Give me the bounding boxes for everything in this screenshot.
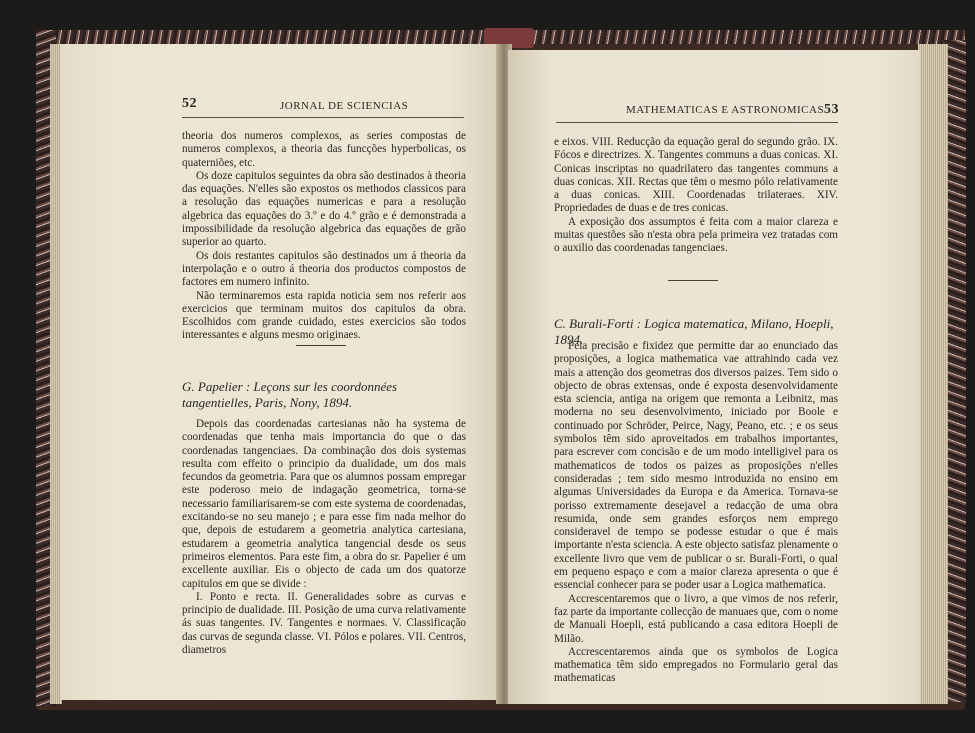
page-number: 52 — [182, 96, 197, 111]
page-edges-right — [918, 44, 948, 704]
paragraph: Não terminaremos esta rapida noticia sem nos referir aos exercicios que terminam muitos dos capitulos da obra. Escolhidos com grande cuidado, estes exercicios são todos interessantes e alguns mesmo originaes. — [182, 289, 466, 342]
paragraph: I. Ponto e recta. II. Generalidades sobre as curvas e principio de dualidade. III. Posição de uma curva relativamente ás suas tangentes. IV. Tangentes e normaes. V. Classificação das curvas de segunda classe. VI. Pólos e polares. VII. Centros, diametros — [182, 590, 466, 657]
body-text-block-1 — [554, 136, 838, 256]
header-rule — [556, 122, 838, 123]
header-rule — [182, 117, 464, 118]
paragraph: Accrescentaremos ainda que os symbolos de Logica mathematica têm sido empregados no Formulario geral das mathematicas — [554, 645, 838, 685]
body-text-block-2 — [554, 340, 838, 686]
review-heading: G. Papelier : Leçons sur les coordonnées tangentielles, Paris, Nony, 1894. — [182, 379, 398, 410]
body-text-block-2 — [182, 418, 466, 657]
paragraph: Os doze capitulos seguintes da obra são destinados à theoria das equações. N'elles são expostos os methodos classicos para a resolução das equações numericas e para a resolução algebrica das equações do 3.º e do 4.º grão e é demonstrada a impossibilidade da resolução algebrica das equações de grão superior ao quarto. — [182, 169, 466, 249]
paragraph: Pela precisão e fixidez que permitte dar ao enunciado das proposições, a logica mathematica vae attrahindo cada vez mais a attenção dos geometras dos diversos paizes. Tem sido o objecto de obras extensas, onde é exposta desenvolvidamente esta sciencia, antiga na origem que remonta a Leibnitz, mas moderna no seu desenvolvimento, iniciado por Boole e continuado por Schröder, Peirce, Nagy, Peano, etc. ; e os seus symbolos têm sido aproveitados em trabalhos importantes, para escrever com concisão e de um modo intelligivel para os mathematicos de todos os paizes as proposições n'elles consideradas ; tem sido mesmo introduzida no ensino em algumas Universidades da Europa e da America. Tornava-se porisso extremamente desejavel a redacção de uma obra resumida, onde sem grandes esforços nem emprego consideravel de tempo se podesse estudar o que é mais importante n'esta sciencia. A este objecto satisfaz plenamente o excellente livro que vem de publicar o sr. Burali-Forti, o qual em pequeno espaço e com a maior clareza apresenta o que é essencial conhecer para se poder usar a Logica mathematica. — [554, 340, 838, 592]
review-heading: C. Burali-Forti : Logica matematica, Milano, Hoepli, 1894. — [554, 316, 834, 347]
paragraph: Os dois restantes capitulos são destinados um á theoria da interpolação e o outro á theoria dos productos compostos de factores em numero infinito. — [182, 249, 466, 289]
paragraph: theoria dos numeros complexos, as series compostas de numeros complexos, a theoria das funcções hyperbolicas, os quaterniões, etc. — [182, 130, 466, 169]
section-divider — [296, 345, 346, 346]
paragraph: e eixos. VIII. Reducção da equação geral do segundo grão. IX. Fócos e directrizes. X. Tangentes communs a duas conicas. XI. Conicas inscriptas no quadrilatero das tangentes communs a duas conicas. XII. Rectas que têm o mesmo pólo relativamente a duas conicas. XIII. Coordenadas trilateraes. XIV. Propriedades de duas e de tres conicas. — [554, 136, 838, 215]
paragraph: Accrescentaremos que o livro, a que vimos de nos referir, faz parte da importante collecção de manuaes que, com o nome de Manuali Hoepli, está publicando a casa editora Hoepli de Milão. — [554, 592, 838, 645]
running-head: MATHEMATICAS E ASTRONOMICAS — [626, 104, 825, 116]
body-text-block-1 — [182, 130, 466, 343]
running-head: JORNAL DE SCIENCIAS — [280, 100, 409, 112]
right-page — [508, 50, 920, 704]
paragraph: Depois das coordenadas cartesianas não ha systema de coordenadas que tenha mais importancia do que o das coordenadas tangenciaes. Da combinação dos dois systemas resulta com effeito o principio da dualidade, um dos mais fecundos da geometria. Para que os alumnos possam empregar este poderoso meio de indagação geometrica, torna-se necessario familiarisarem-se com este systema de coordenadas, excitando-se no seu manejo ; e para esse fim nada melhor do que, depois de estudarem a geometria analytica cartesiana, estudarem a geometria analytica tangencial desde os seus primeiros elementos. Para este fim, a obra do sr. Papelier é um excellente auxiliar. Eis o objecto de cada um dos quatorze capitulos em que se divide : — [182, 418, 466, 590]
page-number: 53 — [824, 102, 839, 117]
paragraph: A exposição dos assumptos é feita com a maior clareza e muitas questões são n'esta obra pela primeira vez tratadas com o auxilio das coordenadas tangenciaes. — [554, 215, 838, 255]
left-page — [60, 44, 500, 700]
section-divider — [668, 280, 718, 281]
